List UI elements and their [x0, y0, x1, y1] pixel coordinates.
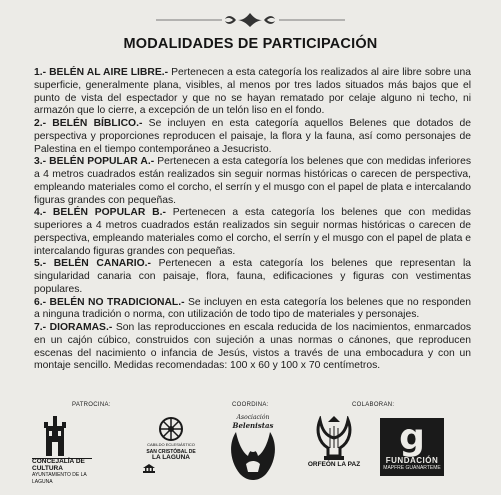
modality-text: Pertenecen a esta categoría los belenes que representan la singularidad canaria con paisaje, flora, fauna, edificaciones y figuras con vestimentas populares. — [34, 258, 471, 295]
modality-7 — [34, 322, 471, 373]
unesco-icon — [142, 464, 156, 474]
page-title: MODALIDADES DE PARTICIPACIÓN — [123, 36, 378, 52]
fundacion-letter: g — [399, 417, 425, 458]
modalities-list — [34, 67, 471, 373]
modality-text: Se incluyen en esta categoría aquellos Belenes que dotados de perspectiva y proporciones reproducen el paisaje, la flora y la fauna, así como personajes de Palestina en el tiempo contemporáneo a Jesucristo. — [34, 118, 472, 155]
fundacion-line1: FUNDACIÓN — [385, 456, 439, 465]
cabildo-line2: SAN CRISTÓBAL DE — [146, 448, 196, 455]
orfeon-la-paz-logo — [306, 416, 362, 469]
fundacion-line2: MAPFRE GUANARTEME — [383, 465, 441, 471]
modality-label: 2.- BELÉN BÍBLICO.- — [34, 118, 143, 129]
orfeon-name: ORFEÓN LA PAZ — [307, 461, 361, 468]
modality-label: 3.- BELÉN POPULAR A.- — [34, 156, 155, 168]
san-cristobal-logo — [140, 416, 202, 474]
lyre-icon — [314, 416, 354, 462]
modality-text: Son las reproducciones en escala reducida de los nacimientos, enmarcados en un cajón cúbico, construidos con sujeción a unas normas o cánones, que reproducen escenas del nacimiento o infancia de Jesús, vistos a través de una embocadura y con un montaje sencillo. Medidas recomendadas: 100 x 60 y 100 x 70 centímetros. — [34, 322, 472, 372]
modality-5 — [34, 258, 471, 296]
concejalia-line2: AYUNTAMIENTO DE LA LAGUNA — [32, 472, 87, 485]
modality-text: Pertenecen a esta categoría los realizados al aire libre sobre una superficie, generalmente plana, visibles, al menos por tres lados situados más bajos que el punto de vista del espectador y que no se hayan rematado por celaje alguno ni techo, ni armazón que lo cierre, a excepción de un telón liso en el fondo. — [34, 67, 471, 117]
modality-label: 1.- BELÉN AL AIRE LIBRE.- — [34, 67, 169, 78]
colaboran-label: COLABORAN: — [352, 402, 395, 408]
modality-text: Pertenecen a esta categoría los belenes que con medidas inferiores a 4 metros cuadrados están realizados sin seguir normas históricas o carecen de perspectiva, empleando materiales como el corcho, el serrín y el musgo con el papel de plata e intercalando figuras grandes con pequeñas. — [34, 156, 471, 206]
cabildo-line1: CABILDO ECLESIÁSTICO — [147, 442, 195, 447]
asociacion-line1: Asociación — [236, 414, 270, 421]
coordina-label: COORDINA: — [232, 402, 269, 408]
modality-2 — [34, 118, 471, 156]
modality-4 — [34, 207, 471, 258]
modality-label: 6.- BELÉN NO TRADICIONAL.- — [34, 296, 185, 308]
asociacion-belenistas-logo — [224, 414, 282, 482]
concejalia-cultura-logo — [32, 416, 102, 485]
asociacion-line2: Belenistas — [232, 421, 274, 430]
castle-tower-icon — [40, 416, 70, 456]
nativity-figure-icon — [228, 430, 278, 482]
fundacion-mapfre-logo — [380, 418, 444, 476]
modality-1 — [34, 67, 471, 118]
modality-label: 4.- BELÉN POPULAR B.- — [34, 207, 166, 219]
modality-6 — [34, 297, 471, 323]
patrocina-label: PATROCINA: — [72, 402, 111, 408]
wheel-emblem-icon — [158, 416, 184, 442]
modality-label: 7.- DIORAMAS.- — [34, 322, 113, 333]
sponsors-section — [0, 402, 501, 495]
modality-3 — [34, 156, 471, 207]
header-ornament — [0, 8, 501, 32]
concejalia-line1: CONCEJALÍA DE CULTURA — [32, 458, 85, 472]
modality-label: 5.- BELÉN CANARIO.- — [34, 258, 151, 270]
cabildo-line3: LA LAGUNA — [151, 454, 191, 461]
modality-text: Se incluyen en esta categoría los belenes que no responden a ninguna tradición o norma, con utilización de todo tipo de materiales y personajes. — [34, 296, 471, 321]
modality-text: Pertenecen a esta categoría los belenes que con medidas superiores a 4 metros cuadrados están realizados sin seguir normas históricas o carecen de perspectiva, empleando materiales como el corcho, el serrín y el musgo con el papel de plata e intercalando figuras grandes con pequeñas. — [34, 207, 471, 257]
